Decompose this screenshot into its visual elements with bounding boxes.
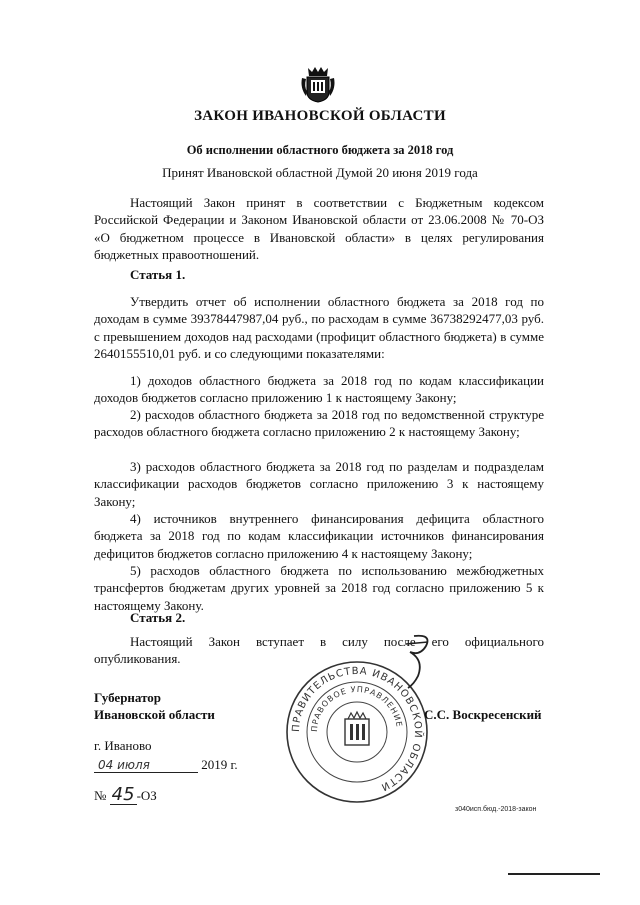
law-number	[94, 786, 157, 805]
article-1-item-5: 5) расходов областного бюджета по использованию межбюджетных трансфертов бюджетам других уровней за 2018 год согласно приложению 5 к настоящему Закону.	[94, 563, 544, 613]
article-1-heading: Статья 1.	[130, 267, 186, 282]
article-1-item-3: 3) расходов областного бюджета за 2018 год по разделам и подразделам классификации расходов бюджетов согласно приложению 3 к настоящему Закону;	[94, 459, 544, 509]
coat-of-arms-icon	[298, 64, 338, 104]
number-sign: №	[94, 788, 107, 803]
article-2-heading: Статья 2.	[130, 610, 186, 625]
article-1-item-1: 1) доходов областного бюджета за 2018 год по кодам классификации доходов бюджетов согласно приложению 1 к настоящему Закону;	[94, 373, 544, 406]
preamble-paragraph: Настоящий Закон принят в соответствии с Бюджетным кодексом Российской Федерации и Законом Ивановской области от 23.06.2008 № 70-ОЗ «О бюджетном процессе в Ивановской области» в целях регулирования бюджетных правоотношений.	[94, 195, 544, 263]
seal-inner-text: ПРАВОВОЕ УПРАВЛЕНИЕ	[309, 684, 404, 733]
signing-date	[94, 757, 238, 773]
seal-outer-text: ПРАВИТЕЛЬСТВА ИВАНОВСКОЙ ОБЛАСТИ	[290, 665, 424, 793]
date-year: 2019 г.	[201, 757, 238, 772]
signatory-name: С.С. Воскресенский	[424, 707, 542, 722]
place-of-signing: г. Иваново	[94, 738, 152, 753]
handwritten-number: 45	[111, 784, 135, 805]
handwritten-date: 04 июля	[94, 758, 198, 773]
signature-scribble	[384, 630, 444, 690]
adoption-line: Принят Ивановской областной Думой 20 июня 2019 года	[162, 165, 478, 180]
article-1-item-4: 4) источников внутреннего финансирования дефицита областного бюджета за 2018 год по кодам классификации источников финансирования дефицитов бюджетов согласно приложению 4 к настоящему Закону;	[94, 511, 544, 561]
number-suffix: -ОЗ	[136, 788, 157, 803]
signatory-position	[94, 689, 215, 723]
article-1-intro: Утвердить отчет об исполнении областного бюджета за 2018 год по доходам в сумме 39378447987,04 руб., по расходам в сумме 36738292477,03 руб. с превышением доходов над расходами (профицит областного бюджета) в сумме 2640155510,01 руб. и со следующими показателями:	[94, 294, 544, 362]
document-subtitle: Об исполнении областного бюджета за 2018 год	[186, 143, 454, 157]
article-1-item-2: 2) расходов областного бюджета за 2018 год по ведомственной структуре расходов областного бюджета согласно приложению 2 к настоящему Закону;	[94, 407, 544, 440]
signatory-position-line-1: Губернатор	[94, 690, 162, 705]
bottom-divider	[508, 873, 600, 875]
seal-emblem-icon	[345, 712, 369, 745]
signatory-position-line-2: Ивановской области	[94, 707, 215, 722]
file-reference: з040исп.бюд.-2018-закон	[455, 806, 537, 813]
document-title: ЗАКОН ИВАНОВСКОЙ ОБЛАСТИ	[194, 108, 446, 124]
article-2-text: Настоящий Закон вступает в силу после его официального опубликования.	[94, 634, 544, 667]
